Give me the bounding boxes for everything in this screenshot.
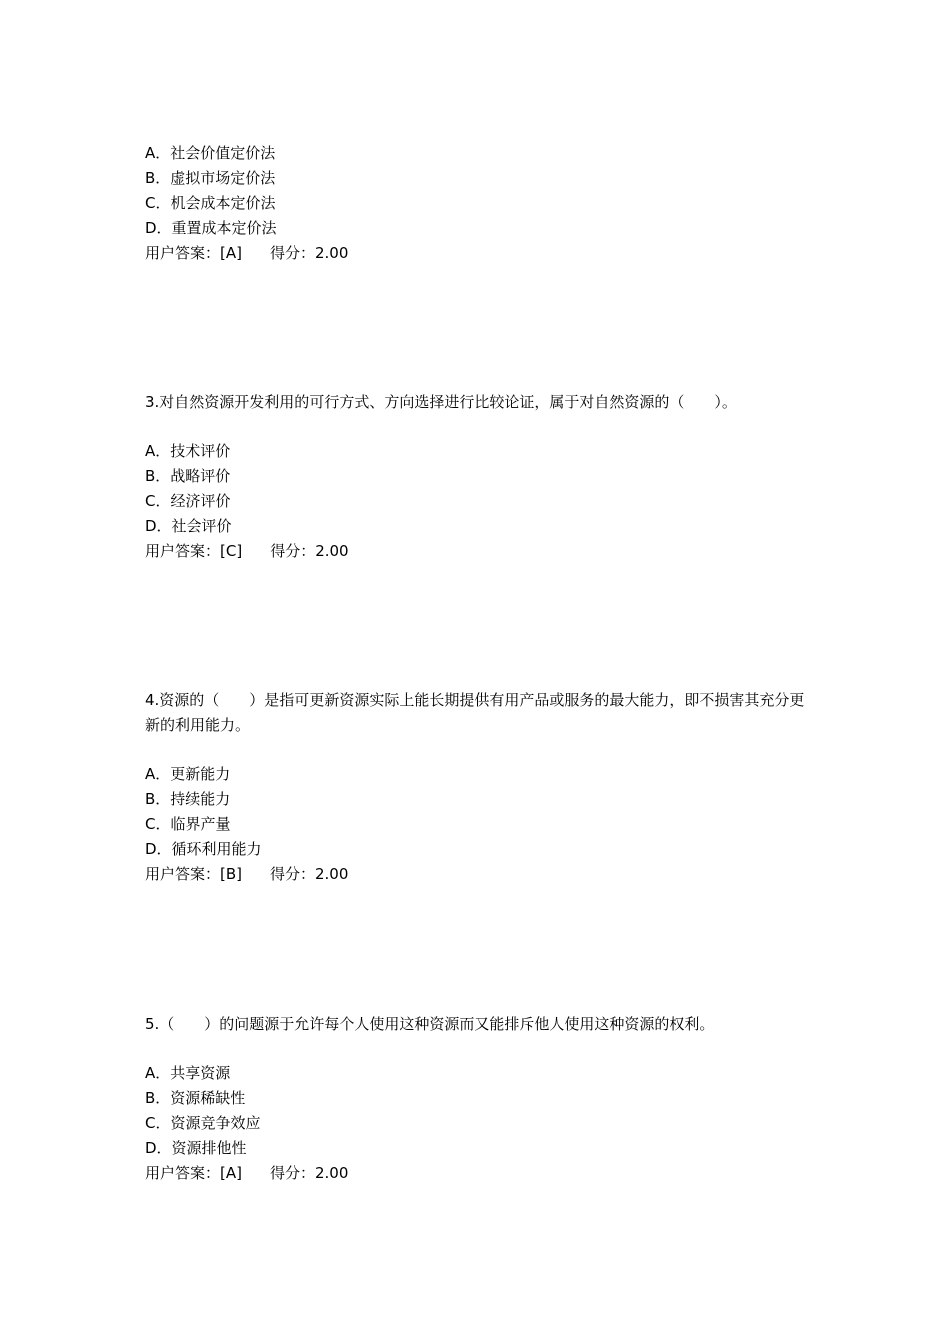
option-d: D．重置成本定价法 bbox=[145, 219, 277, 237]
option-c: C．临界产量 bbox=[145, 815, 231, 833]
score: 得分：2.00 bbox=[270, 542, 349, 560]
user-answer: 用户答案：[C] bbox=[145, 542, 243, 560]
option-a: A．共享资源 bbox=[145, 1064, 231, 1082]
question-text: 4.资源的（ ）是指可更新资源实际上能长期提供有用产品或服务的最大能力，即不损害其充分更新的利用能力。 bbox=[145, 691, 805, 734]
question-block-3 bbox=[145, 390, 815, 564]
option-c: C．经济评价 bbox=[145, 492, 231, 510]
user-answer: 用户答案：[A] bbox=[145, 1164, 242, 1182]
option-b: B．战略评价 bbox=[145, 467, 231, 485]
score: 得分：2.00 bbox=[269, 1164, 349, 1182]
option-d: D．社会评价 bbox=[145, 517, 232, 535]
option-a: A．技术评价 bbox=[145, 442, 231, 460]
option-a: A．社会价值定价法 bbox=[145, 144, 276, 162]
option-c: C．机会成本定价法 bbox=[145, 194, 276, 212]
question-block-2 bbox=[145, 141, 815, 266]
score: 得分：2.00 bbox=[270, 865, 349, 883]
question-text: 3.对自然资源开发利用的可行方式、方向选择进行比较论证，属于对自然资源的（ ）。 bbox=[145, 393, 737, 411]
option-a: A．更新能力 bbox=[145, 765, 231, 783]
user-answer: 用户答案：[B] bbox=[145, 865, 242, 883]
option-c: C．资源竞争效应 bbox=[145, 1114, 261, 1132]
option-d: D．资源排他性 bbox=[145, 1139, 247, 1157]
option-b: B．持续能力 bbox=[145, 790, 231, 808]
answer-line bbox=[145, 539, 815, 564]
score: 得分：2.00 bbox=[269, 244, 349, 262]
user-answer: 用户答案：[A] bbox=[145, 244, 242, 262]
answer-line bbox=[145, 862, 815, 887]
answer-line bbox=[145, 241, 815, 266]
option-d: D．循环利用能力 bbox=[145, 840, 262, 858]
question-text: 5.（ ）的问题源于允许每个人使用这种资源而又能排斥他人使用这种资源的权利。 bbox=[145, 1015, 715, 1033]
option-b: B．资源稀缺性 bbox=[145, 1089, 246, 1107]
question-block-4 bbox=[145, 688, 815, 887]
question-block-5 bbox=[145, 1012, 815, 1186]
option-b: B．虚拟市场定价法 bbox=[145, 169, 276, 187]
answer-line bbox=[145, 1161, 815, 1186]
